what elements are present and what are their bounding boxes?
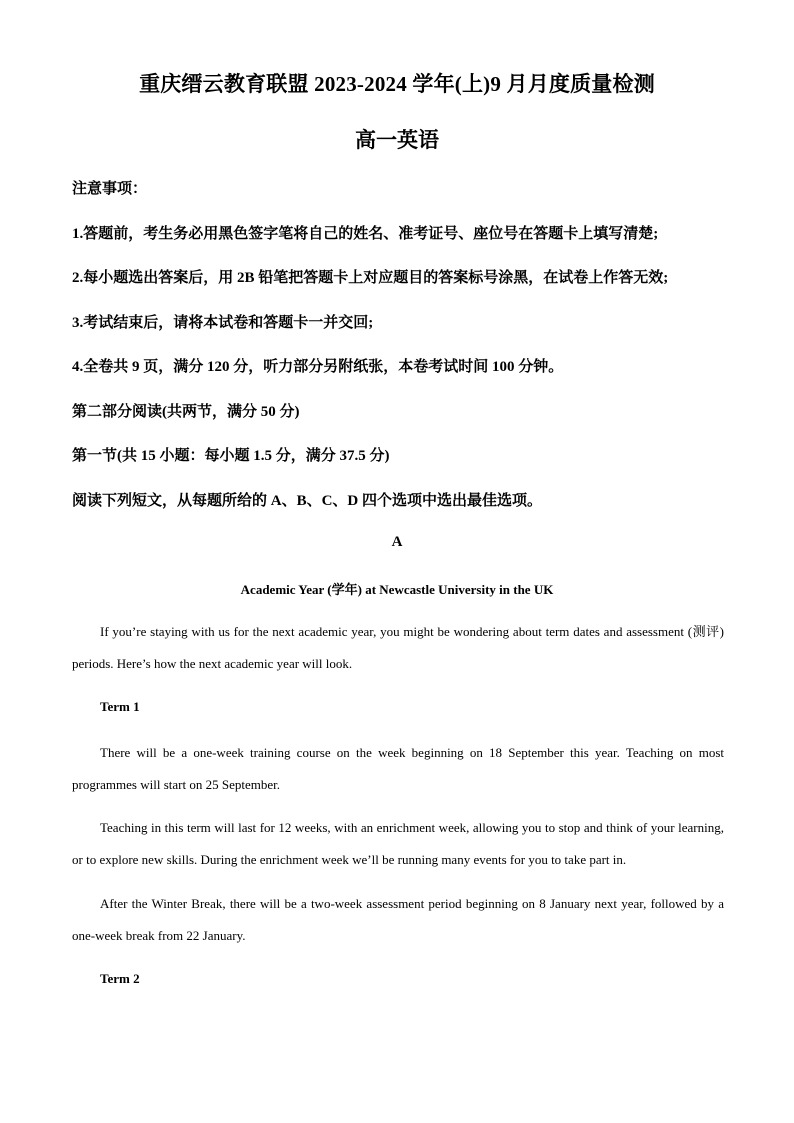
term-1-paragraph-1: There will be a one-week training course on the week beginning on 18 September this year. Teaching on most programmes will start on 25 September.: [72, 745, 724, 792]
notice-item-2: 2.每小题选出答案后，用 2B 铅笔把答题卡上对应题目的答案标号涂黑，在试卷上作答无效;: [72, 270, 669, 286]
exam-subject: 高一英语: [355, 128, 439, 152]
exam-title: 重庆缙云教育联盟 2023-2024 学年(上)9 月月度质量检测: [139, 72, 655, 96]
term-2-heading: Term 2: [100, 971, 140, 986]
reading-instruction: 阅读下列短文，从每题所给的 A、B、C、D 四个选项中选出最佳选项。: [72, 493, 543, 509]
section-title: 第一节(共 15 小题：每小题 1.5 分，满分 37.5 分): [72, 448, 390, 464]
notice-item-1: 1.答题前，考生务必用黑色签字笔将自己的姓名、准考证号、座位号在答题卡上填写清楚;: [72, 226, 659, 242]
passage-intro: If you’re staying with us for the next academic year, you might be wondering about term dates and assessment (测评) periods. Here’s how the next academic year will look.: [72, 624, 724, 671]
notice-item-3: 3.考试结束后，请将本试卷和答题卡一并交回;: [72, 315, 374, 331]
term-1-paragraph-2: Teaching in this term will last for 12 weeks, with an enrichment week, allowing you to stop and think of your learning, or to explore new skills. During the enrichment week we’ll be running many events for you to take part in.: [72, 820, 724, 867]
passage-letter: A: [391, 534, 403, 550]
part-title: 第二部分阅读(共两节，满分 50 分): [72, 404, 300, 420]
term-1-heading: Term 1: [100, 699, 140, 714]
notice-heading: 注意事项：: [72, 181, 148, 197]
notice-item-4: 4.全卷共 9 页，满分 120 分，听力部分另附纸张，本卷考试时间 100 分钟。: [72, 359, 564, 375]
passage-title: Academic Year (学年) at Newcastle University in the UK: [240, 582, 554, 597]
term-1-paragraph-3: After the Winter Break, there will be a two-week assessment period beginning on 8 January next year, followed by a one-week break from 22 January.: [72, 896, 724, 943]
